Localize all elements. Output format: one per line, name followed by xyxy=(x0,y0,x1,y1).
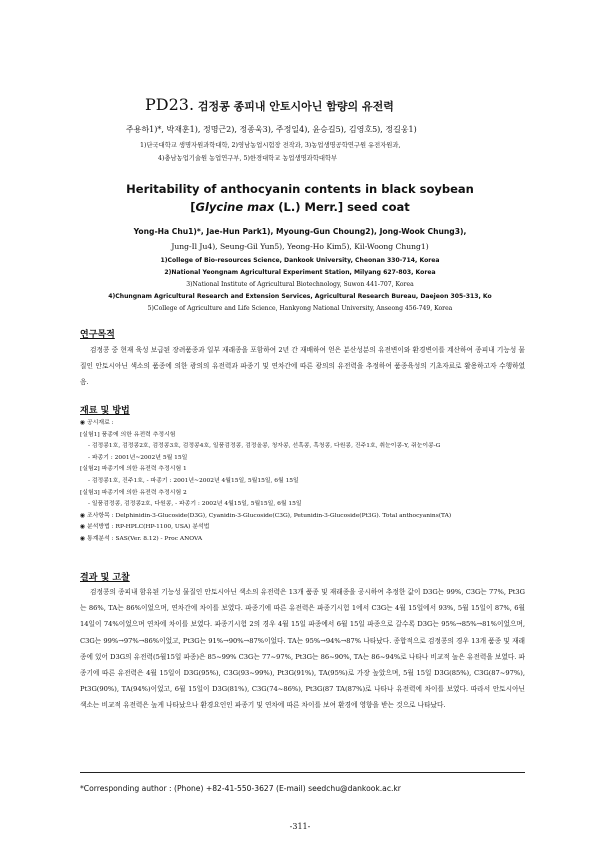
materials-line: [실험3] 파종기에 의한 유전력 추정시험 2 xyxy=(80,489,187,496)
affiliation-korean-1: 1)단국대학교 생명자원과학대학, 2)영남농업시험장 전작과, 3)농업생명공학연구원 유전자원과, xyxy=(140,142,401,149)
species-name: Glycine max xyxy=(195,200,275,214)
affiliation-english-4: 4)Chungnam Agricultural Research and Extension Services, Agricultural Research Bureau, Daejeon 305-313, Ko xyxy=(108,293,492,300)
objective-paragraph: 검정콩 중 현재 육성 보급된 장려품종과 일부 재래종을 포함하여 2년 간 재배하여 얻은 분산성분의 유전변이와 환경변이를 계산하여 종피내 기능성 물질인 안토시아닌 색소의 품종에 의한 광의의 유전력과 파종기 및 연차간에 따른 광의의 유전력을 추정하여 품종육성의 기초자료로 활용하고자 수행하였음. xyxy=(80,346,525,386)
authors-english-line1: Yong-Ha Chu1)*, Jae-Hun Park1), Myoung-Gun Choung2), Jong-Wook Chung3), xyxy=(133,227,467,236)
materials-line: ◉ 통계분석 : SAS(Ver. 8.12) - Proc ANOVA xyxy=(80,535,203,542)
materials-line: - 검정콩1호, 검정콩2호, 검정콩3호, 검정콩4호, 일품검정콩, 검정올콩, 청자콩, 선흑콩, 흑청콩, 다원콩, 진주1호, 취눈이콩-Y, 쥐눈이콩-G xyxy=(88,443,441,450)
section-heading-materials: 재료 및 방법 xyxy=(80,406,130,416)
materials-line: - 검정콩1호, 진주1호, - 파종기 : 2001년~2002년 4월15일, 5월15일, 6월 15일 xyxy=(88,477,299,484)
corresponding-author: *Corresponding author : (Phone) +82-41-550-3627 (E-mail) seedchu@dankook.ac.kr xyxy=(80,784,401,793)
affiliation-english-5: 5)College of Agriculture and Life Science, Hankyong National University, Anseong 456-749, Korea xyxy=(147,305,453,312)
section-heading-objective: 연구목적 xyxy=(80,330,115,340)
materials-line: ◉ 조사항목 : Delphinidin-3-Glucoside(D3G), Cyanidin-3-Glucoside(C3G), Petunidin-3-Glucoside(Pt3G). Total anthocyanins(TA) xyxy=(80,512,452,519)
materials-line: - 파종기 : 2001년~2002년 5월 15일 xyxy=(88,454,188,461)
materials-list xyxy=(80,418,530,546)
affiliation-korean-2: 4)충남농업기술원 농업연구부, 5)한경대학교 농업생명과학대학부 xyxy=(158,155,338,162)
title-bracket: [ xyxy=(190,200,196,214)
title-rest: (L.) Merr.] seed coat xyxy=(274,200,410,214)
materials-line: - 일품검정콩, 검정콩2호, 다원콩, - 파종기 : 2002년 4월15일, 5월15일, 6월 15일 xyxy=(88,501,302,508)
page-number: -311- xyxy=(289,822,311,831)
materials-line: ◉ 분석방법 : RP-HPLC(HP-1100, USA) 분석법 xyxy=(80,524,210,531)
authors-english-line2: Jung-Il Ju4), Seung-Gil Yun5), Yeong-Ho Kim5), Kil-Woong Chung1) xyxy=(171,242,429,251)
section-heading-results: 결과 및 고찰 xyxy=(80,573,130,583)
authors-korean: 주용하1)*, 박재훈1), 정명근2), 정종욱3), 주정일4), 윤승길5), 김영호5), 정길웅1) xyxy=(126,125,417,134)
materials-line: [실험2] 파종기에 의한 유전력 추정시험 1 xyxy=(80,466,187,473)
results-paragraph: 검정콩의 종피내 함유된 기능성 물질인 안토시아닌 색소의 유전력은 13개 품종 및 재래종을 공시하여 추정한 값이 D3G는 99%, C3G는 77%, Pt3G는 86%, TA는 86%이었으며, 연차간에 차이를 보였다. 파종기에 따른 유전력은 파종기시험 1에서 C3G는 4월 15일에서 93%, 5월 15일이 87%, 6월 14일이 74%이었으며 연차에 차이를 보였다. 파종기시험 2의 경우 4월 15일 파종에서 6월 15일 파종으로 갈수록 D3G는 95%→85%→81%이었으며, C3G는 99%→97%→86%이었고, Pt3G는 91%→90%→87%이었다. TA는 95%→94%→87% 나타났다. 종합적으로 검정콩의 경우 13개 품종 및 재래종에 있어 D3G의 유전력(5월15일 파종)은 85~99% C3G는 77~97%, Pt3G는 86~90%, TA는 86~94%로 나타나 비교적 높은 유전력을 보였다. 파종기에 따른 유전력은 4월 15일이 D3G(95%), C3G(93~99%), Pt3G(91%), TA(95%)로 가장 높았으며, 5월 15일 D3G(85%), C3G(87~97%), Pt3G(90%), TA(94%)이었고, 6월 15일이 D3G(81%), C3G(74~86%), Pt3G(87 TA(87%)로 나타나 유전력에 차이를 보였다. 따라서 안토시아닌 색소는 비교적 유전력은 높게 나타났으나 환경요인인 파종기 및 연차에 따른 차이를 보여 환경에 영향을 받는 것으로 나타났다. xyxy=(80,588,525,710)
title-korean xyxy=(145,95,394,114)
affiliation-english-3: 3)National Institute of Agricultural Biotechnology, Suwon 441-707, Korea xyxy=(186,281,414,288)
title-english-line1: Heritability of anthocyanin contents in black soybean xyxy=(126,182,474,196)
affiliation-english-1: 1)College of Bio-resources Science, Dankook University, Cheonan 330-714, Korea xyxy=(160,257,440,264)
footer-divider xyxy=(80,772,525,773)
title-english-line2 xyxy=(0,200,600,214)
materials-line: [실험1] 품종에 의한 유전력 추정시험 xyxy=(80,431,176,438)
affiliation-english-2: 2)National Yeongnam Agricultural Experiment Station, Milyang 627-803, Korea xyxy=(164,269,436,276)
poster-code: PD23. xyxy=(145,95,195,114)
materials-line: ◉ 공시재료 : xyxy=(80,420,114,426)
title-korean-text: 검정콩 종피내 안토시아닌 함량의 유전력 xyxy=(197,100,394,113)
